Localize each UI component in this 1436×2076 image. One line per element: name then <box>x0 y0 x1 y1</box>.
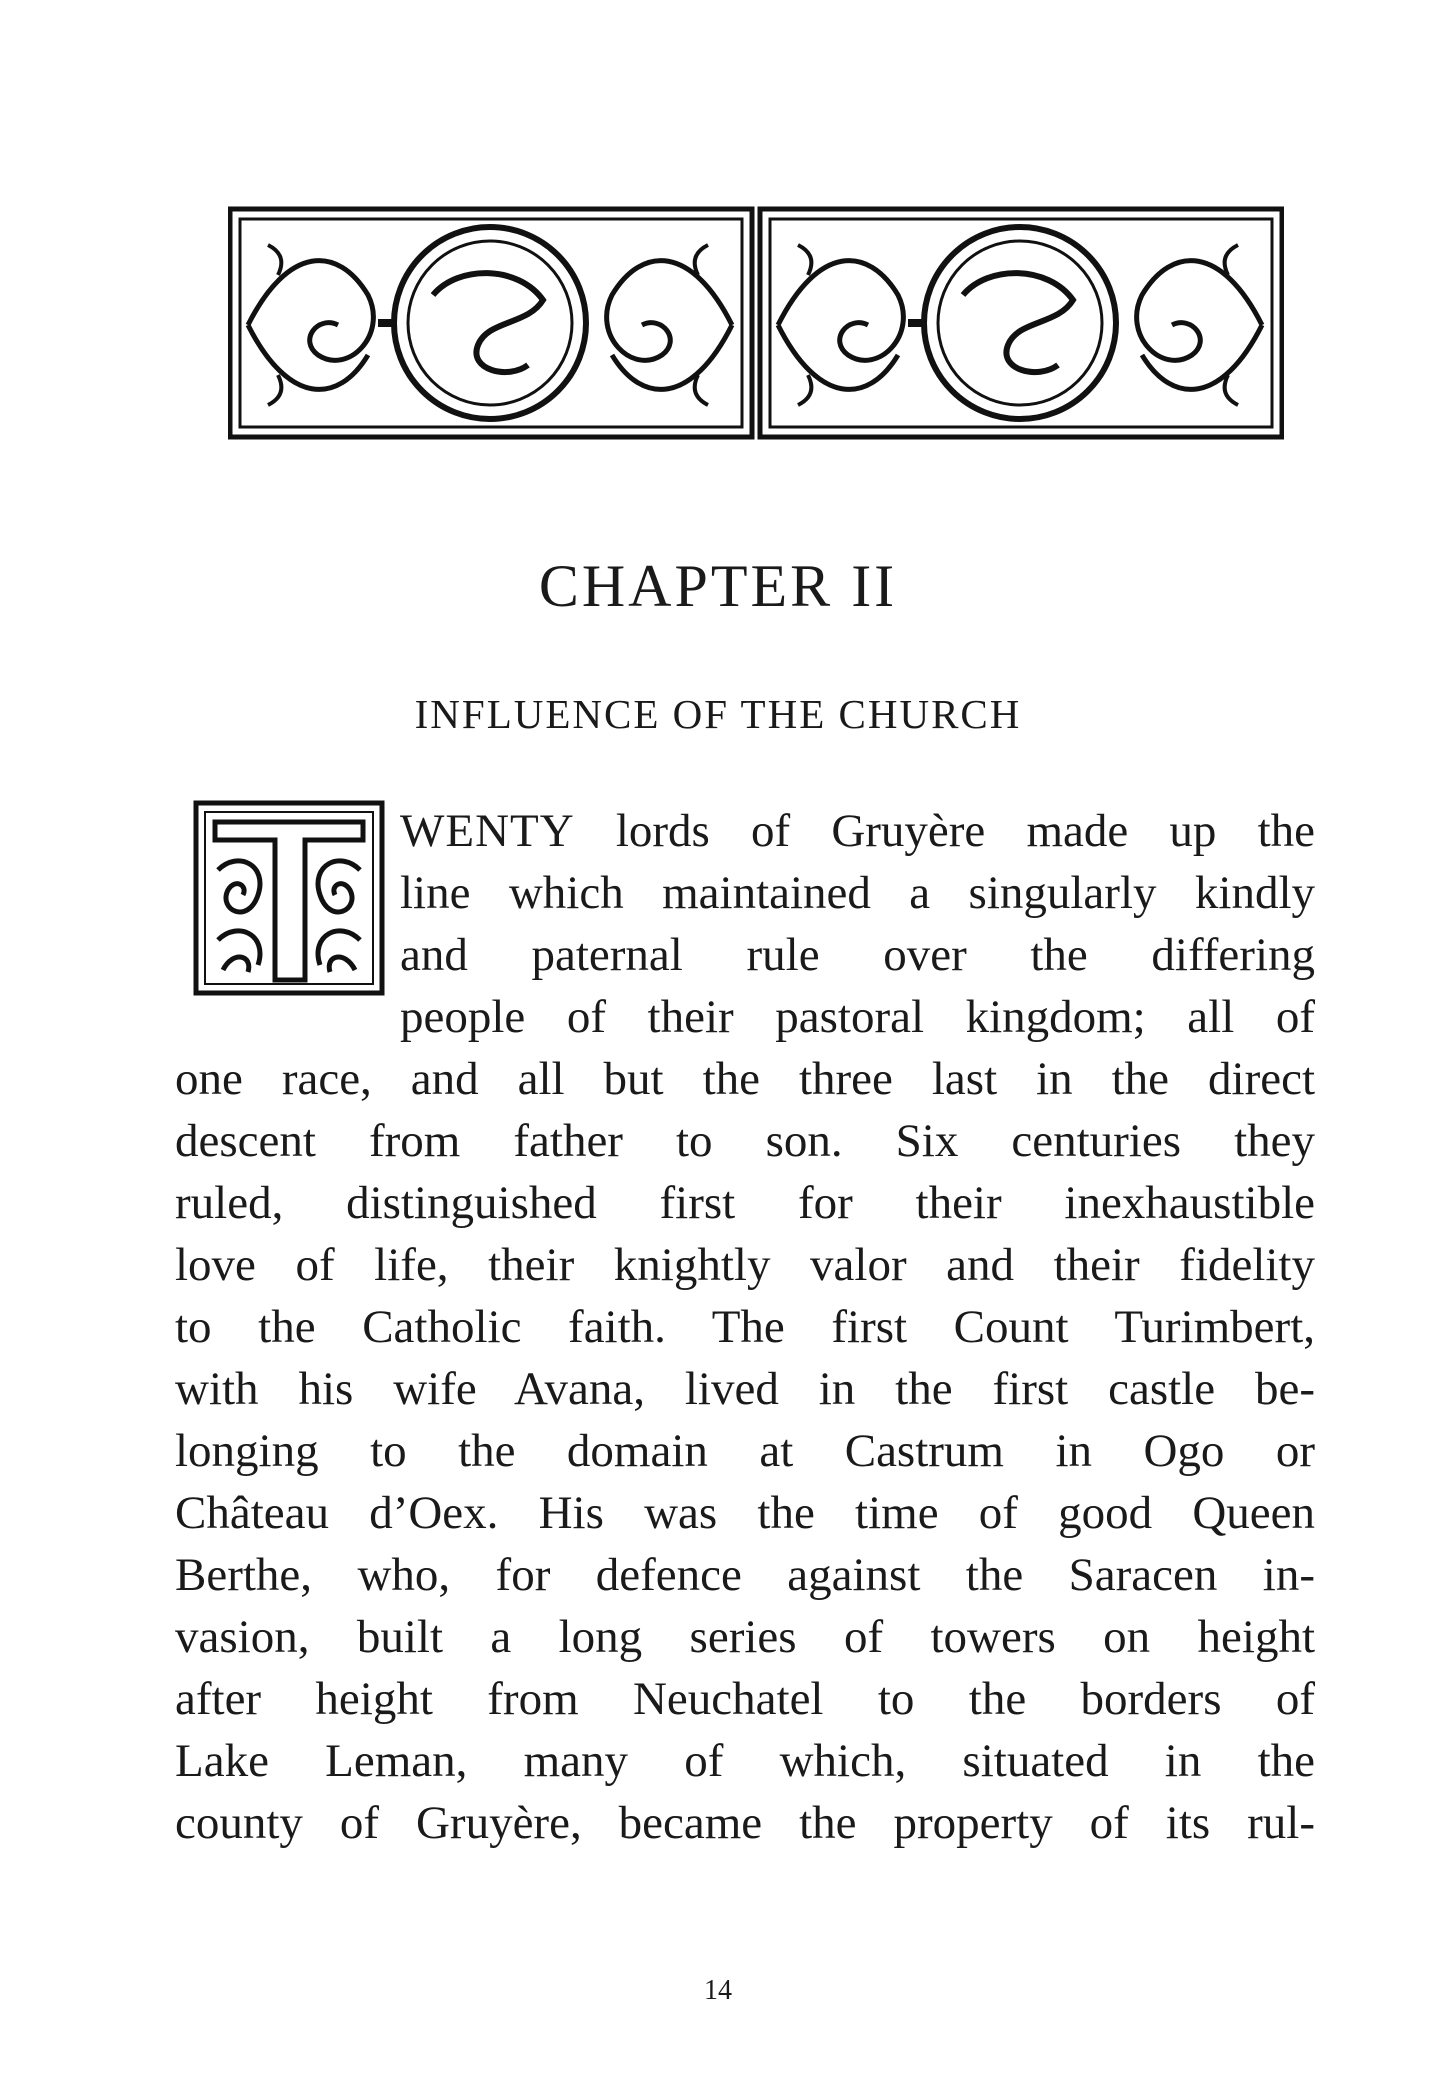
text-line: Lake Leman, many of which, situated in the <box>175 1735 1315 1787</box>
first-word: WENTY <box>400 805 575 857</box>
text-line: WENTY lords of Gruyère made up the <box>400 805 1315 857</box>
chapter-subtitle: INFLUENCE OF THE CHURCH <box>414 691 1022 737</box>
page-number: 14 <box>704 1975 732 2006</box>
text-line: after height from Neuchatel to the borders of <box>175 1673 1315 1725</box>
text-line: vasion, built a long series of towers on height <box>175 1611 1315 1663</box>
text-line: love of life, their knightly valor and their fidelity <box>175 1239 1315 1291</box>
headpiece-ornament-icon <box>228 205 1284 443</box>
text-line: people of their pastoral kingdom; all of <box>400 991 1315 1043</box>
text-line: Château d’Oex. His was the time of good Queen <box>175 1487 1315 1539</box>
drop-cap <box>193 800 385 996</box>
text-line: Berthe, who, for defence against the Saracen in- <box>175 1549 1315 1601</box>
text-line: and paternal rule over the differing <box>400 929 1315 981</box>
text-line: one race, and all but the three last in the direct <box>175 1053 1315 1105</box>
chapter-title: CHAPTER II <box>538 553 898 619</box>
text-line: descent from father to son. Six centuries they <box>175 1115 1315 1167</box>
dropcap-t-icon <box>193 800 385 996</box>
text-line: county of Gruyère, became the property of its rul- <box>175 1797 1315 1849</box>
text-line: to the Catholic faith. The first Count Turimbert, <box>175 1301 1315 1353</box>
text-line: with his wife Avana, lived in the first castle be- <box>175 1363 1315 1415</box>
text-line: longing to the domain at Castrum in Ogo or <box>175 1425 1315 1477</box>
text-line: line which maintained a singularly kindly <box>400 867 1315 919</box>
ornamental-headpiece <box>228 205 1284 443</box>
text-line: ruled, distinguished first for their inexhaustible <box>175 1177 1315 1229</box>
